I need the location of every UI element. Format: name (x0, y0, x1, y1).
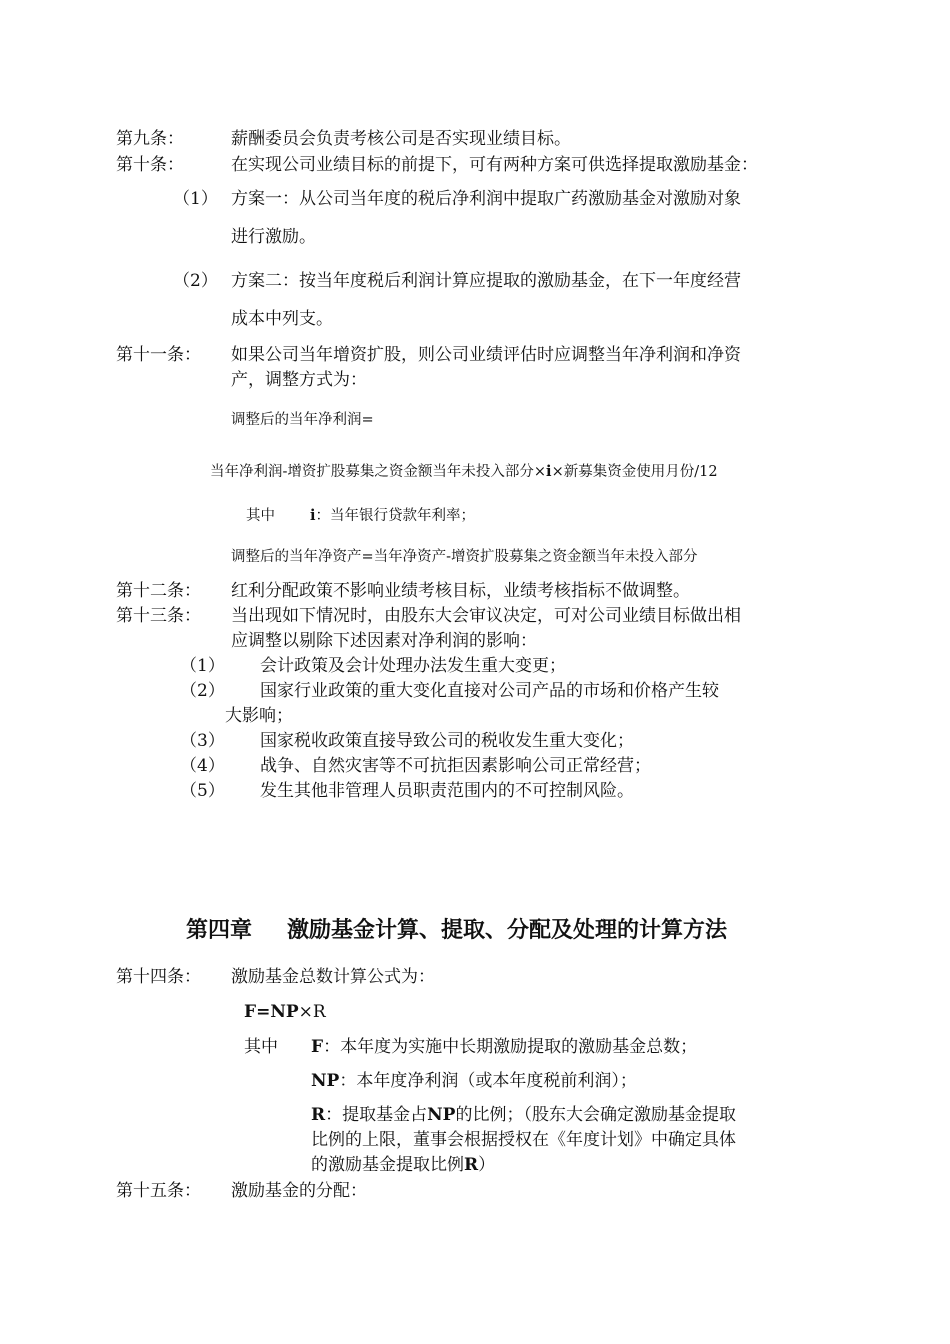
chapter-4-number: 第四章 (186, 917, 253, 943)
article-9-label: 第九条： (116, 129, 184, 149)
article-11-text-cont: 产，调整方式为： (231, 370, 367, 390)
factor-1-number: （1） (180, 656, 225, 676)
definition-r-cont-2: 的激励基金提取比例R） (311, 1155, 496, 1175)
article-14-label: 第十四条： (116, 967, 201, 987)
factor-4-number: （4） (180, 756, 225, 776)
plan-1-number: （1） (173, 189, 218, 209)
formula-fund-note-label: 其中 (244, 1037, 278, 1057)
formula-adjusted-net-assets: 调整后的当年净资产=当年净资产-增资扩股募集之资金额当年未投入部分 (231, 549, 698, 565)
factor-2-text-cont: 大影响； (225, 706, 293, 726)
definition-r-cont-1: 比例的上限，董事会根据授权在《年度计划》中确定具体 (311, 1130, 736, 1150)
factor-3-text: 国家税收政策直接导致公司的税收发生重大变化； (260, 731, 634, 751)
plan-2-text-cont: 成本中列支。 (231, 309, 333, 329)
formula-note-interest: i：当年银行贷款年利率； (310, 507, 476, 524)
article-10-label: 第十条： (116, 155, 184, 175)
article-12-label: 第十二条： (116, 581, 201, 601)
formula-adjusted-net-profit-head: 调整后的当年净利润= (231, 412, 374, 428)
factor-4-text: 战争、自然灾害等不可抗拒因素影响公司正常经营； (260, 756, 651, 776)
article-14-text: 激励基金总数计算公式为： (231, 967, 435, 987)
definition-np: NP：本年度净利润（或本年度税前利润）； (311, 1071, 637, 1091)
formula-adjusted-net-profit: 当年净利润-增资扩股募集之资金额当年未投入部分×i×新募集资金使用月份/12 (210, 463, 718, 480)
factor-3-number: （3） (180, 731, 225, 751)
factor-5-text: 发生其他非管理人员职责范围内的不可控制风险。 (260, 781, 634, 801)
article-13-text: 当出现如下情况时，由股东大会审议决定，可对公司业绩目标做出相 (231, 606, 741, 626)
article-15-label: 第十五条： (116, 1181, 201, 1201)
plan-1-text: 方案一：从公司当年度的税后净利润中提取广药激励基金对激励对象 (231, 189, 741, 209)
factor-5-number: （5） (180, 781, 225, 801)
article-9-text: 薪酬委员会负责考核公司是否实现业绩目标。 (231, 129, 571, 149)
article-15-text: 激励基金的分配： (231, 1181, 367, 1201)
definition-f: F：本年度为实施中长期激励提取的激励基金总数； (311, 1037, 698, 1057)
article-11-label: 第十一条： (116, 345, 201, 365)
factor-2-number: （2） (180, 681, 225, 701)
article-10-text: 在实现公司业绩目标的前提下，可有两种方案可供选择提取激励基金： (231, 155, 758, 175)
article-12-text: 红利分配政策不影响业绩考核目标，业绩考核指标不做调整。 (231, 581, 690, 601)
chapter-4-title: 激励基金计算、提取、分配及处理的计算方法 (287, 917, 728, 943)
plan-2-text: 方案二：按当年度税后利润计算应提取的激励基金，在下一年度经营 (231, 271, 741, 291)
formula-note-label: 其中 (246, 508, 275, 524)
formula-fund-total: F=NP×R (244, 1002, 326, 1022)
factor-1-text: 会计政策及会计处理办法发生重大变更； (260, 656, 566, 676)
article-13-label: 第十三条： (116, 606, 201, 626)
plan-1-text-cont: 进行激励。 (231, 227, 316, 247)
definition-r: R：提取基金占NP的比例；（股东大会确定激励基金提取 (311, 1105, 736, 1125)
article-13-text-cont: 应调整以剔除下述因素对净利润的影响： (231, 631, 537, 651)
factor-2-text: 国家行业政策的重大变化直接对公司产品的市场和价格产生较 (260, 681, 719, 701)
plan-2-number: （2） (173, 271, 218, 291)
article-11-text: 如果公司当年增资扩股，则公司业绩评估时应调整当年净利润和净资 (231, 345, 741, 365)
